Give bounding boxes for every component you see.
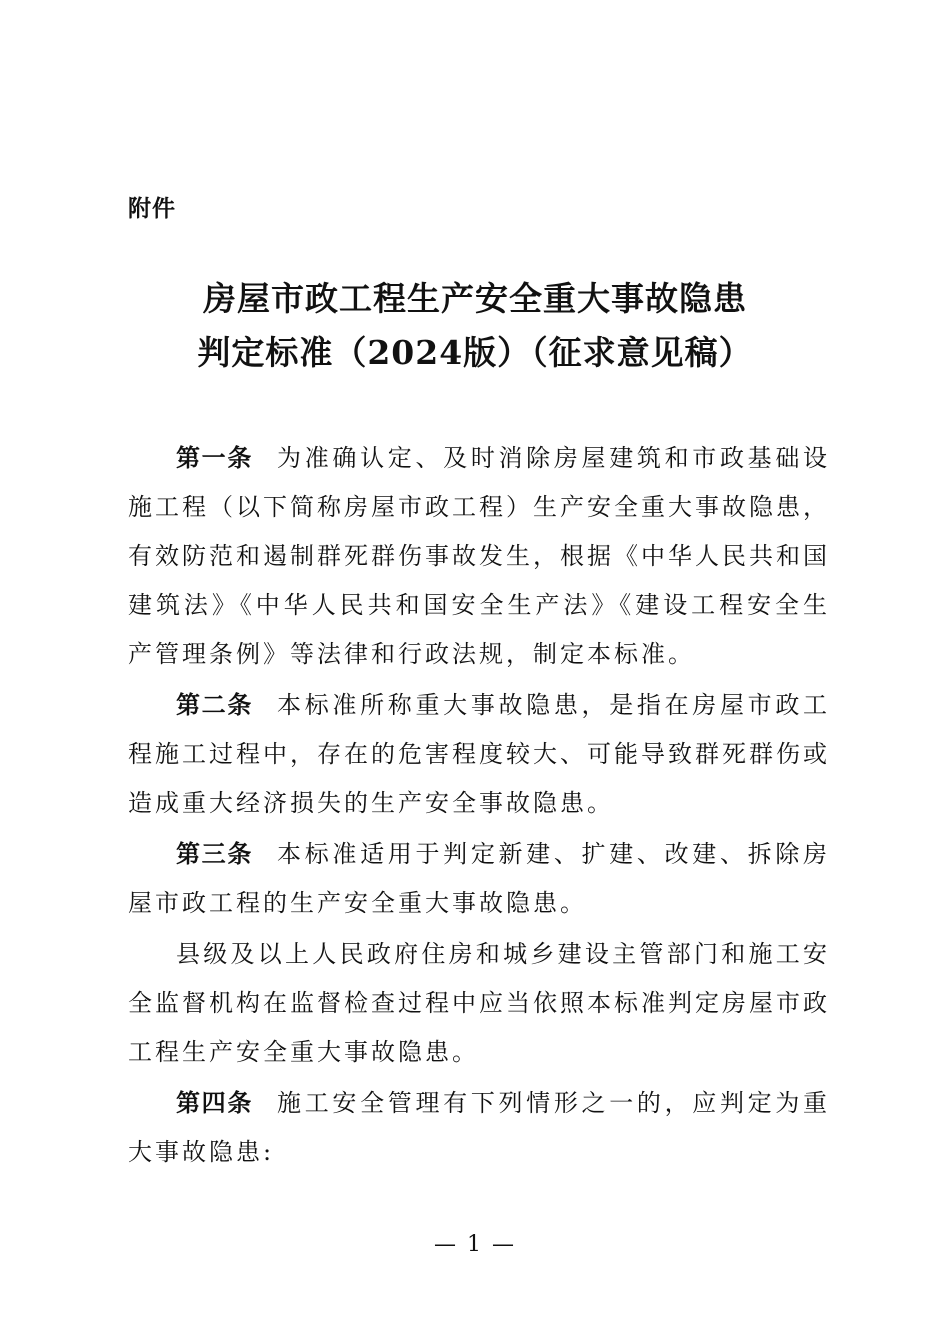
paragraph-text: 施工安全管理有下列情形之一的，应判定为重大事故隐患: — [128, 1089, 830, 1166]
article-number: 第二条 — [176, 691, 254, 719]
paragraph-text: 本标准所称重大事故隐患，是指在房屋市政工程施工过程中，存在的危害程度较大、可能导致群死群伤或造成重大经济损失的生产安全事故隐患。 — [128, 691, 830, 817]
paragraph-text: 县级及以上人民政府住房和城乡建设主管部门和施工安全监督机构在监督检查过程中应当依照本标准判定房屋市政工程生产安全重大事故隐患。 — [128, 940, 830, 1066]
paragraph-article-4 — [128, 1079, 830, 1177]
paragraph-article-1 — [128, 434, 830, 679]
attachment-label: 附件 — [128, 196, 176, 222]
article-number: 第四条 — [176, 1089, 254, 1117]
paragraph-article-2 — [128, 681, 830, 828]
article-number: 第一条 — [176, 444, 254, 472]
paragraph-text: 为准确认定、及时消除房屋建筑和市政基础设施工程（以下简称房屋市政工程）生产安全重大事故隐患，有效防范和遏制群死群伤事故发生，根据《中华人民共和国建筑法》《中华人民共和国安全生产法》《建设工程安全生产管理条例》等法律和行政法规，制定本标准。 — [128, 444, 830, 668]
paragraph-article-3 — [128, 830, 830, 928]
paragraph-article-3-supplement — [128, 930, 830, 1077]
article-number: 第三条 — [176, 840, 254, 868]
document-body — [128, 434, 830, 1179]
document-title-line-1: 房屋市政工程生产安全重大事故隐患 — [203, 279, 747, 318]
paragraph-text: 本标准适用于判定新建、扩建、改建、拆除房屋市政工程的生产安全重大事故隐患。 — [128, 840, 830, 917]
document-title-line-2: 判定标准（2024版）（征求意见稿） — [197, 333, 753, 372]
page-number: — 1 — — [434, 1232, 516, 1257]
